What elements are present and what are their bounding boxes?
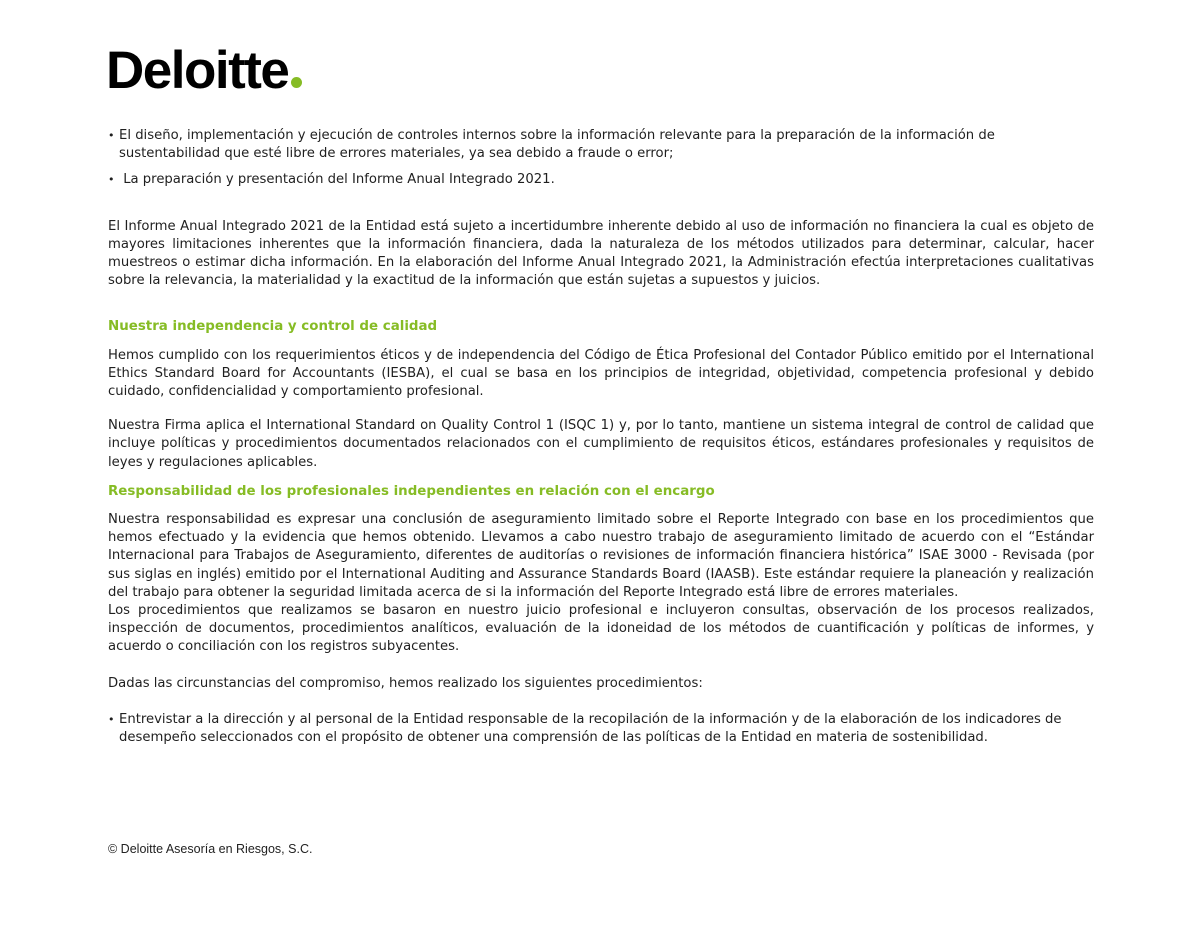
footer-copyright: © Deloitte Asesoría en Riesgos, S.C. <box>108 842 313 856</box>
logo-text: Deloitte <box>106 41 289 100</box>
bullet-marker: • <box>108 129 115 142</box>
paragraph-circumstances: Dadas las circunstancias del compromiso, hemos realizado los siguientes procedimientos: <box>108 675 703 691</box>
bullet-text: El diseño, implementación y ejecución de controles internos sobre la información relevante para la preparación de la información de sustentabilidad que esté libre de errores materiales, ya sea debido a fraude o error; <box>119 128 995 162</box>
paragraph-isqc: Nuestra Firma aplica el International Standard on Quality Control 1 (ISQC 1) y, por lo tanto, mantiene un sistema integral de control de calidad que incluye políticas y procedimientos documentados relacionados con el cumplimiento de requisitos éticos, estándares profesionales y requisitos de leyes y regulaciones aplicables. <box>108 418 1094 470</box>
bullet-marker: • <box>108 712 115 726</box>
bullet-text: La preparación y presentación del Informe Anual Integrado 2021. <box>119 172 555 188</box>
paragraph-uncertainty: El Informe Anual Integrado 2021 de la Entidad está sujeto a incertidumbre inherente debido al uso de información no financiera la cual es objeto de mayores limitaciones inherentes que la información financiera, dada la naturaleza de los métodos utilizados para determinar, calcular, hacer muestreos o estimar dicha información. En la elaboración del Informe Anual Integrado 2021, la Administración efectúa interpretaciones cualitativas sobre la relevancia, la materialidad y la exactitud de la información que están sujetas a supuestos y juicios. <box>108 218 1094 289</box>
paragraph-procedures: Los procedimientos que realizamos se basaron en nuestro juicio profesional e incluyeron consultas, observación de los procesos realizados, inspección de documentos, procedimientos analíticos, evaluación de la idoneidad de los métodos de cuantificación y políticas de informes, y acuerdo o conciliación con los registros subyacentes. <box>108 603 1094 655</box>
heading-independence: Nuestra independencia y control de calidad <box>108 319 438 335</box>
bullet-preparation <box>108 171 1094 189</box>
paragraph-ethics: Hemos cumplido con los requerimientos éticos y de independencia del Código de Ética Profesional del Contador Público emitido por el International Ethics Standard Board for Accountants (IESBA), el cual se basa en los principios de integridad, objetividad, competencia profesional y debido cuidado, confidencialidad y comportamiento profesional. <box>108 347 1094 400</box>
paragraph-assurance: Nuestra responsabilidad es expresar una conclusión de aseguramiento limitado sobre el Reporte Integrado con base en los procedimientos que hemos efectuado y la evidencia que hemos obtenido. Llevamos a cabo nuestro trabajo de aseguramiento limitado de acuerdo con el “Estándar Internacional para Trabajos de Aseguramiento, diferentes de auditorías o revisiones de información financiera histórica” ISAE 3000 - Revisada (por sus siglas en inglés) emitido por el International Auditing and Assurance Standards Board (IAASB). Este estándar requiere la planeación y realización del trabajo para obtener la seguridad limitada acerca de si la información del Reporte Integrado está libre de errores materiales. <box>108 512 1094 600</box>
bullet-text: Entrevistar a la dirección y al personal de la Entidad responsable de la recopilación de la información y de la elaboración de los indicadores de desempeño seleccionados con el propósito de obtener una comprensión de las políticas de la Entidad en materia de sostenibilidad. <box>119 711 1062 746</box>
bullet-interview <box>108 711 1094 747</box>
bullet-marker: • <box>108 173 115 187</box>
heading-responsibility: Responsabilidad de los profesionales independientes en relación con el encargo <box>108 483 715 499</box>
logo-green-dot <box>291 77 302 88</box>
bullet-controls <box>108 127 1094 163</box>
deloitte-logo <box>106 41 302 100</box>
document-body <box>108 127 1094 747</box>
